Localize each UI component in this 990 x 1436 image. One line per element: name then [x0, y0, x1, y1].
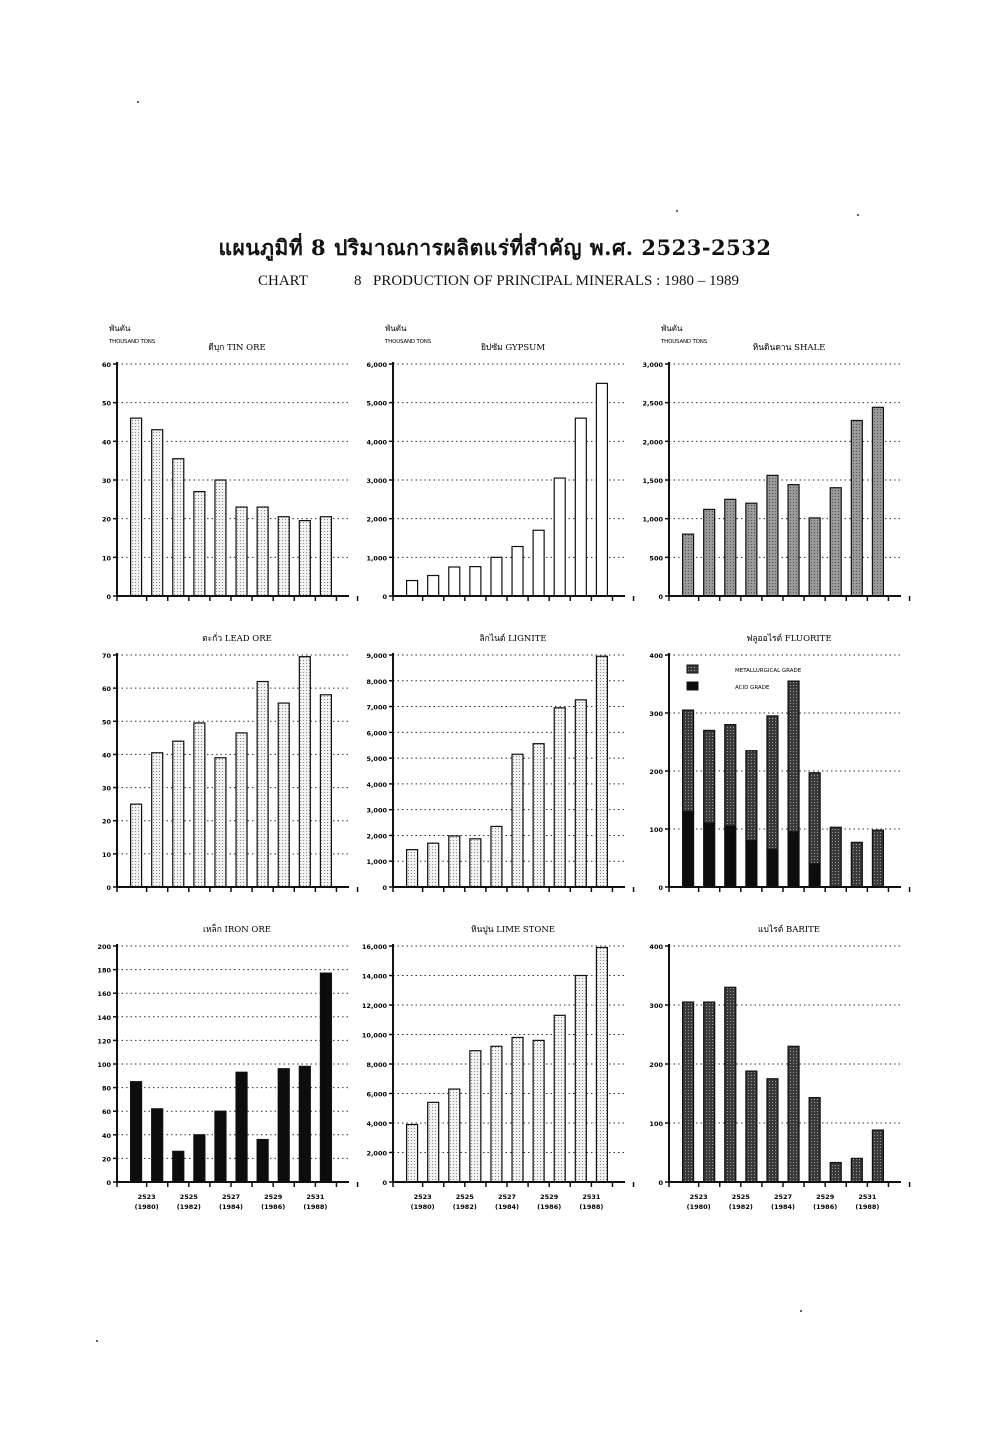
x-tick-label-be: 2531 — [858, 1193, 877, 1201]
bar-2530 — [554, 478, 565, 596]
bar-2527-metallurgical — [767, 716, 778, 849]
bar-2530 — [554, 708, 565, 887]
bar-2529 — [257, 1140, 268, 1182]
unit-label-english: THOUSAND TONS — [661, 339, 707, 345]
bar-2526 — [194, 723, 205, 887]
x-tick-label-ad: (1988) — [855, 1203, 880, 1211]
chart-panel-5 — [366, 633, 633, 892]
x-tick-label-ad: (1980) — [134, 1203, 159, 1211]
unit-label-thai: พันตัน — [385, 324, 407, 333]
y-tick-label: 2,000 — [366, 832, 387, 841]
bar-2526 — [746, 1071, 757, 1182]
y-tick-label: 300 — [649, 710, 663, 718]
y-tick-label: 400 — [649, 943, 663, 951]
y-tick-label: 0 — [658, 1179, 663, 1187]
x-tick-label-be: 2531 — [306, 1193, 325, 1201]
chart-title: ฟลูออไรต์ FLUORITE — [746, 634, 832, 644]
bar-2524 — [428, 1102, 439, 1182]
y-tick-label: 200 — [649, 1061, 663, 1069]
bar-2531 — [851, 1158, 862, 1182]
bar-2529-acid — [809, 864, 820, 887]
chart-title: หินปูน LIME STONE — [470, 925, 556, 935]
chart-title: หินดินดาน SHALE — [752, 343, 826, 353]
y-tick-label: 8,000 — [366, 677, 387, 686]
y-tick-label: 500 — [649, 554, 663, 563]
y-tick-label: 6,000 — [366, 361, 387, 369]
y-tick-label: 40 — [101, 1131, 111, 1140]
bar-2526 — [746, 503, 757, 596]
bar-2524 — [428, 576, 439, 596]
bar-2523 — [683, 534, 694, 596]
bar-2532 — [320, 695, 331, 887]
bar-2531-metallurgical — [851, 842, 862, 887]
bar-2529-metallurgical — [809, 773, 820, 864]
y-tick-label: 0 — [658, 593, 663, 601]
chart-title-english: PRODUCTION OF PRINCIPAL MINERALS : 1980 – 1989 — [373, 273, 740, 289]
bar-2525-acid — [725, 826, 736, 887]
y-tick-label: 0 — [382, 1179, 387, 1187]
x-tick-label-ad: (1982) — [728, 1203, 753, 1211]
x-tick-label-be: 2525 — [179, 1193, 198, 1201]
y-tick-label: 50 — [101, 718, 111, 727]
chart-panel-2 — [366, 324, 633, 601]
y-tick-label: 30 — [101, 477, 111, 485]
y-tick-label: 20 — [101, 1155, 111, 1164]
bar-2532 — [872, 407, 883, 596]
bar-2523 — [407, 1124, 418, 1182]
y-tick-label: 20 — [101, 817, 111, 826]
bar-2527 — [767, 1079, 778, 1182]
y-tick-label: 50 — [101, 399, 111, 408]
chart-panel-4 — [102, 632, 358, 892]
x-tick-label-ad: (1984) — [494, 1203, 520, 1211]
bar-2526 — [470, 839, 481, 887]
y-tick-label: 8,000 — [366, 1061, 387, 1069]
bar-2527 — [215, 1111, 226, 1182]
y-tick-label: 70 — [101, 652, 111, 660]
y-tick-label: 20 — [101, 515, 111, 524]
y-tick-label: 400 — [649, 652, 663, 660]
x-tick-label-be: 2525 — [455, 1193, 474, 1201]
bar-2530 — [830, 488, 841, 596]
bar-2529 — [809, 1098, 820, 1182]
bar-2523 — [131, 418, 142, 596]
y-tick-label: 0 — [106, 1179, 111, 1187]
bar-2525 — [449, 1089, 460, 1182]
scan-speck — [800, 1310, 802, 1312]
y-tick-label: 10 — [101, 554, 111, 563]
bar-2530 — [830, 1163, 841, 1182]
y-tick-label: 2,500 — [642, 399, 663, 408]
bar-2526-acid — [746, 841, 757, 887]
chart-panel-9 — [649, 924, 909, 1211]
chart-number: 8 — [354, 273, 362, 289]
bar-2528 — [512, 547, 523, 596]
bar-2530-metallurgical — [830, 827, 841, 887]
bar-2532 — [320, 517, 331, 596]
bar-2528 — [236, 1072, 247, 1182]
bar-2528-acid — [788, 832, 799, 887]
bar-2523 — [407, 850, 418, 887]
x-tick-label-be: 2527 — [221, 1193, 241, 1201]
x-tick-label-be: 2523 — [137, 1193, 156, 1201]
y-tick-label: 10,000 — [361, 1031, 387, 1040]
x-tick-label-ad: (1984) — [218, 1203, 244, 1211]
y-tick-label: 200 — [649, 768, 663, 776]
y-tick-label: 16,000 — [361, 943, 387, 951]
bar-2525 — [173, 1151, 184, 1182]
y-tick-label: 200 — [97, 943, 111, 951]
x-tick-label-be: 2531 — [582, 1193, 601, 1201]
bar-2532 — [596, 656, 607, 887]
bar-2532 — [872, 1130, 883, 1182]
legend-label: METALLURGICAL GRADE — [735, 668, 802, 674]
bar-2523 — [683, 1002, 694, 1182]
bar-2529 — [257, 507, 268, 596]
y-tick-label: 4,000 — [366, 438, 387, 447]
y-tick-label: 0 — [382, 593, 387, 601]
bar-2532 — [596, 383, 607, 596]
bar-2527 — [491, 826, 502, 887]
chart-label: CHART — [258, 273, 308, 289]
x-tick-label-be: 2529 — [816, 1193, 835, 1201]
bar-2530 — [278, 1069, 289, 1182]
bar-2528 — [788, 1046, 799, 1182]
bar-2523 — [131, 1082, 142, 1182]
bar-2527 — [491, 557, 502, 596]
y-tick-label: 5,000 — [366, 755, 387, 764]
x-tick-label-ad: (1982) — [452, 1203, 477, 1211]
y-tick-label: 5,000 — [366, 399, 387, 408]
bar-2528-metallurgical — [788, 681, 799, 832]
scan-speck — [96, 1340, 98, 1342]
x-tick-label-be: 2529 — [540, 1193, 559, 1201]
y-tick-label: 100 — [649, 826, 663, 834]
chart-panel-1 — [102, 324, 358, 601]
bar-2529 — [533, 530, 544, 596]
bar-2526 — [194, 1135, 205, 1182]
bar-2527-acid — [767, 849, 778, 887]
bar-2530 — [554, 1015, 565, 1182]
chart-title: แบไรต์ BARITE — [758, 925, 820, 935]
bar-2532 — [320, 973, 331, 1182]
bar-2531 — [299, 1066, 310, 1182]
bar-2524-acid — [704, 823, 715, 887]
legend-swatch — [687, 682, 698, 690]
bar-2528 — [236, 507, 247, 596]
page-title-thai: แผนภูมิที่ 8 ปริมาณการผลิตแร่ที่สำคัญ พ.ศ. 2523-2532 — [218, 235, 772, 260]
bar-2528 — [512, 754, 523, 887]
y-tick-label: 1,000 — [366, 858, 387, 867]
bar-2524 — [152, 1109, 163, 1182]
bar-2531 — [575, 418, 586, 596]
bar-2531 — [851, 420, 862, 596]
y-tick-label: 1,000 — [366, 554, 387, 563]
bar-2531 — [299, 657, 310, 887]
bar-2524 — [428, 843, 439, 887]
y-tick-label: 180 — [97, 966, 111, 975]
x-tick-label-ad: (1988) — [303, 1203, 328, 1211]
x-tick-label-ad: (1982) — [176, 1203, 201, 1211]
unit-label-english: THOUSAND TONS — [385, 339, 431, 345]
chart-title: เหล็ก IRON ORE — [202, 925, 272, 935]
bar-2528 — [788, 485, 799, 596]
chart-panel-7 — [97, 923, 357, 1211]
unit-label-thai: พันตัน — [109, 324, 131, 333]
x-tick-label-ad: (1986) — [261, 1203, 286, 1211]
scan-speck — [137, 101, 139, 103]
bar-2524 — [704, 509, 715, 596]
x-tick-label-ad: (1988) — [579, 1203, 604, 1211]
y-tick-label: 7,000 — [366, 703, 387, 712]
chart-panel-3 — [642, 324, 909, 601]
y-tick-label: 0 — [658, 884, 663, 892]
bar-2526 — [470, 1051, 481, 1182]
y-tick-label: 0 — [106, 593, 111, 601]
y-tick-label: 2,000 — [366, 515, 387, 524]
bar-2526 — [470, 567, 481, 596]
bar-2523 — [131, 804, 142, 887]
bar-2529 — [533, 1040, 544, 1182]
y-tick-label: 6,000 — [366, 729, 387, 738]
bar-2525 — [449, 567, 460, 596]
y-tick-label: 120 — [97, 1037, 111, 1046]
x-tick-label-be: 2527 — [773, 1193, 793, 1201]
bar-2524 — [152, 430, 163, 596]
y-tick-label: 10 — [101, 850, 111, 859]
bar-2524-metallurgical — [704, 730, 715, 823]
bar-2527 — [215, 480, 226, 596]
chart-title: ลิกไนต์ LIGNITE — [479, 634, 547, 644]
bar-2532 — [596, 947, 607, 1182]
x-tick-label-ad: (1984) — [770, 1203, 796, 1211]
bar-2525 — [725, 499, 736, 596]
chart-title: ดีบุก TIN ORE — [208, 343, 266, 353]
scan-speck — [676, 210, 678, 212]
legend-swatch — [687, 665, 698, 673]
y-tick-label: 4,000 — [366, 1120, 387, 1128]
x-tick-label-be: 2527 — [497, 1193, 517, 1201]
bar-2524 — [704, 1002, 715, 1182]
y-tick-label: 300 — [649, 1002, 663, 1010]
bar-2531 — [575, 700, 586, 887]
chart-panel-6 — [649, 633, 909, 892]
y-tick-label: 3,000 — [642, 361, 663, 369]
bar-2526 — [194, 492, 205, 596]
bar-2529 — [809, 518, 820, 596]
y-tick-label: 14,000 — [361, 972, 387, 981]
unit-label-thai: พันตัน — [661, 324, 683, 333]
bar-2525 — [449, 836, 460, 887]
bar-2526-metallurgical — [746, 751, 757, 841]
y-tick-label: 60 — [101, 361, 111, 369]
chart-title: ตะกั่ว LEAD ORE — [202, 634, 272, 644]
bar-2529 — [533, 744, 544, 887]
scan-speck — [857, 214, 859, 216]
x-tick-label-ad: (1986) — [813, 1203, 838, 1211]
bar-2531 — [575, 976, 586, 1183]
y-tick-label: 140 — [97, 1013, 111, 1022]
bar-2525-metallurgical — [725, 725, 736, 827]
bar-2530 — [278, 703, 289, 887]
y-tick-label: 60 — [101, 1108, 111, 1117]
bar-2529 — [257, 682, 268, 887]
bar-2527 — [767, 475, 778, 596]
x-tick-label-be: 2529 — [264, 1193, 283, 1201]
bar-2523 — [407, 581, 418, 596]
y-tick-label: 9,000 — [366, 652, 387, 660]
chart-title: ยิปซัม GYPSUM — [480, 343, 546, 353]
y-tick-label: 160 — [97, 990, 111, 999]
unit-label-english: THOUSAND TONS — [109, 339, 155, 345]
y-tick-label: 60 — [101, 685, 111, 694]
y-tick-label: 100 — [97, 1061, 111, 1069]
y-tick-label: 1,500 — [642, 477, 663, 485]
bar-2527 — [215, 758, 226, 887]
legend-label: ACID GRADE — [735, 685, 770, 691]
bar-2528 — [236, 733, 247, 887]
y-tick-label: 4,000 — [366, 780, 387, 789]
y-tick-label: 40 — [101, 751, 111, 760]
chart-panel-8 — [362, 925, 634, 1211]
y-tick-label: 1,000 — [642, 515, 663, 524]
bar-2523-metallurgical — [683, 710, 694, 812]
x-tick-label-ad: (1980) — [686, 1203, 711, 1211]
x-tick-label-ad: (1980) — [410, 1203, 435, 1211]
y-tick-label: 3,000 — [366, 806, 387, 815]
x-tick-label-be: 2523 — [413, 1193, 432, 1201]
bar-2531 — [299, 521, 310, 596]
y-tick-label: 6,000 — [366, 1090, 387, 1099]
bar-2524 — [152, 753, 163, 887]
y-tick-label: 12,000 — [361, 1002, 387, 1010]
bar-2528 — [512, 1037, 523, 1182]
y-tick-label: 2,000 — [642, 438, 663, 447]
y-tick-label: 30 — [101, 784, 111, 793]
y-tick-label: 3,000 — [366, 477, 387, 485]
y-tick-label: 0 — [106, 884, 111, 892]
x-tick-label-ad: (1986) — [537, 1203, 562, 1211]
x-tick-label-be: 2523 — [689, 1193, 708, 1201]
y-tick-label: 100 — [649, 1120, 663, 1128]
bar-2530 — [278, 517, 289, 596]
y-tick-label: 80 — [101, 1084, 111, 1093]
x-tick-label-be: 2525 — [731, 1193, 750, 1201]
y-tick-label: 2,000 — [366, 1149, 387, 1158]
bar-2525 — [173, 459, 184, 596]
bar-2525 — [173, 741, 184, 887]
bar-2532-metallurgical — [872, 830, 883, 887]
bar-2523-acid — [683, 812, 694, 887]
bar-2525 — [725, 987, 736, 1182]
y-tick-label: 40 — [101, 438, 111, 447]
bar-2527 — [491, 1046, 502, 1182]
y-tick-label: 0 — [382, 884, 387, 892]
